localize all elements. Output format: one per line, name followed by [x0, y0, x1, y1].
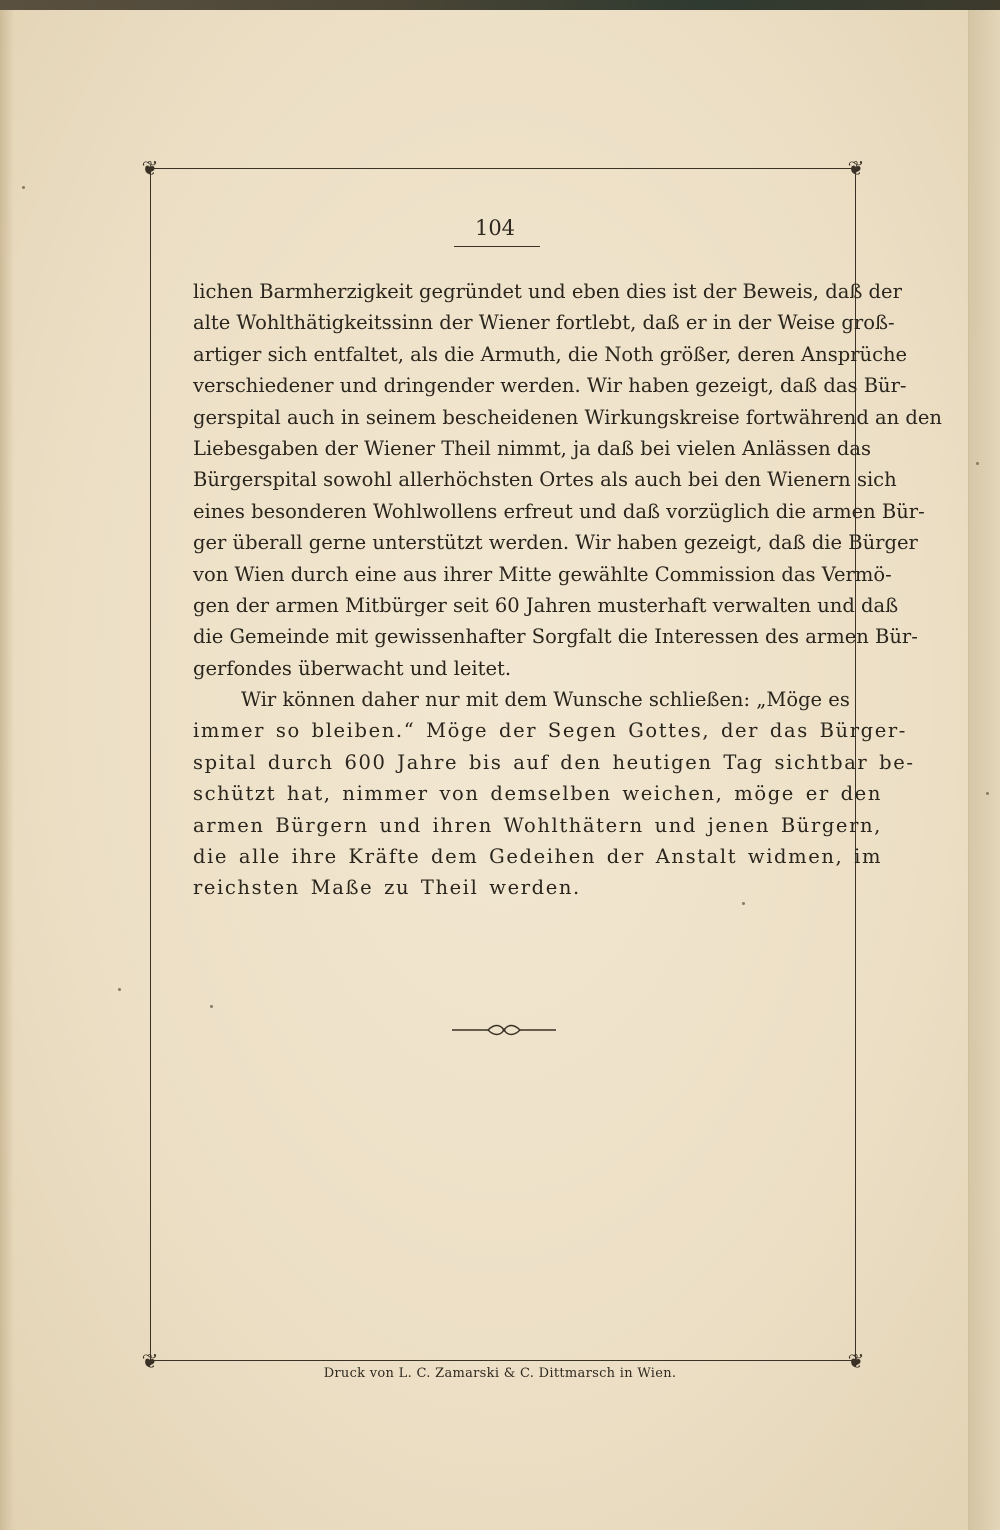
text-line: Wir können daher nur mit dem Wunsche schließen: „Möge es [241, 688, 850, 712]
text-line: eines besonderen Wohlwollens erfreut und daß vorzüglich die armen Bür- [193, 499, 925, 523]
text-line: gen der armen Mitbürger seit 60 Jahren musterhaft verwalten und daß [193, 593, 899, 617]
text-line: Bürgerspital sowohl allerhöchsten Ortes als auch bei den Wienern sich [193, 468, 897, 492]
text-line: artiger sich entfaltet, als die Armuth, die Noth größer, deren Ansprüche [193, 342, 908, 366]
text-line: ger überall gerne unterstützt werden. Wir haben gezeigt, daß die Bürger [193, 531, 918, 555]
paper-speck [22, 186, 25, 189]
ornament-divider-icon [450, 1020, 558, 1040]
text-line: schützt hat, nimmer von demselben weichen, möge er den [193, 782, 882, 806]
page-number-rule [454, 246, 540, 247]
printer-imprint: Druck von L. C. Zamarski & C. Dittmarsch in Wien. [323, 1366, 677, 1381]
corner-flourish-icon: ❦ [847, 1349, 865, 1373]
text-line: die Gemeinde mit gewissenhafter Sorgfalt die Interessen des armen Bür- [193, 625, 918, 649]
text-line: von Wien durch eine aus ihrer Mitte gewählte Commission das Vermö- [193, 562, 892, 586]
page-gutter-shadow [0, 10, 14, 1530]
paper-speck [742, 902, 745, 905]
book-cover-edge [0, 0, 1000, 10]
text-line: armen Bürgern und ihren Wohlthätern und jenen Bürgern, [193, 813, 882, 837]
paragraph-2 [193, 684, 915, 904]
corner-flourish-icon: ❦ [847, 156, 865, 180]
text-line: lichen Barmherzigkeit gegründet und eben dies ist der Beweis, daß der [193, 280, 902, 303]
body-text [193, 276, 942, 904]
paragraph-1 [193, 276, 942, 684]
page-fold-edge [968, 10, 1000, 1530]
text-line: gerspital auch in seinem bescheidenen Wirkungskreise fortwährend an den [193, 405, 942, 429]
corner-flourish-icon: ❦ [141, 156, 159, 180]
text-line: alte Wohlthätigkeitssinn der Wiener fortlebt, daß er in der Weise groß- [193, 311, 895, 335]
paper-speck [118, 988, 121, 991]
paper-speck [210, 1005, 213, 1008]
text-line: reichsten Maße zu Theil werden. [193, 876, 581, 900]
page-number: 104 [474, 216, 516, 240]
text-line: die alle ihre Kräfte dem Gedeihen der Anstalt widmen, im [193, 845, 883, 869]
text-line: gerfondes überwacht und leitet. [193, 656, 512, 680]
text-line: Liebesgaben der Wiener Theil nimmt, ja daß bei vielen Anlässen das [193, 436, 871, 460]
text-line: immer so bleiben.“ Möge der Segen Gottes, der das Bürger- [193, 719, 907, 743]
text-line: spital durch 600 Jahre bis auf den heutigen Tag sichtbar be- [193, 750, 915, 774]
corner-flourish-icon: ❦ [141, 1349, 159, 1373]
paper-speck [976, 462, 979, 465]
text-line: verschiedener und dringender werden. Wir haben gezeigt, daß das Bür- [193, 374, 907, 398]
paper-speck [986, 792, 989, 795]
